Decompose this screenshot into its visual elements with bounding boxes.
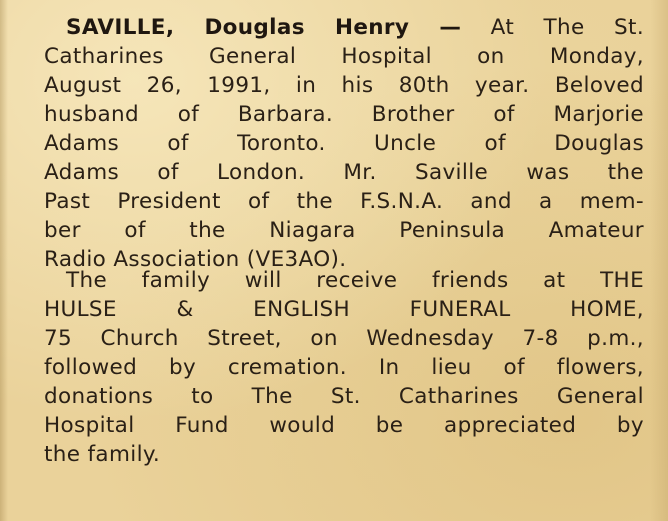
obituary-line: ber of the Niagara Peninsula Amateur [44,218,644,243]
obituary-line: Radio Association (VE3AO). [44,247,347,272]
obituary-line: Past President of the F.S.N.A. and a mem- [44,189,644,214]
obituary-line: Catharines General Hospital on Monday, [44,44,644,69]
obituary-line: August 26, 1991, in his 80th year. Beloved [44,73,644,98]
obituary-line: the family. [44,442,161,467]
obituary-line: Hospital Fund would be appreciated by [44,413,644,438]
obituary-line: The family will receive friends at THE [66,268,644,293]
obituary-line: Adams of London. Mr. Saville was the [44,160,644,185]
obituary-name-heading: SAVILLE, Douglas Henry — [66,15,462,40]
obituary-line [66,14,644,41]
obituary-line: HULSE & ENGLISH FUNERAL HOME, [44,297,644,322]
obituary-line: followed by cremation. In lieu of flowers, [44,355,644,380]
obituary-line: 75 Church Street, on Wednesday 7-8 p.m., [44,326,644,351]
obituary-line: donations to The St. Catharines General [44,384,644,409]
obituary-line: Adams of Toronto. Uncle of Douglas [44,131,644,156]
obituary-text: At The St. [461,15,645,40]
obituary-line: husband of Barbara. Brother of Marjorie [44,102,644,127]
